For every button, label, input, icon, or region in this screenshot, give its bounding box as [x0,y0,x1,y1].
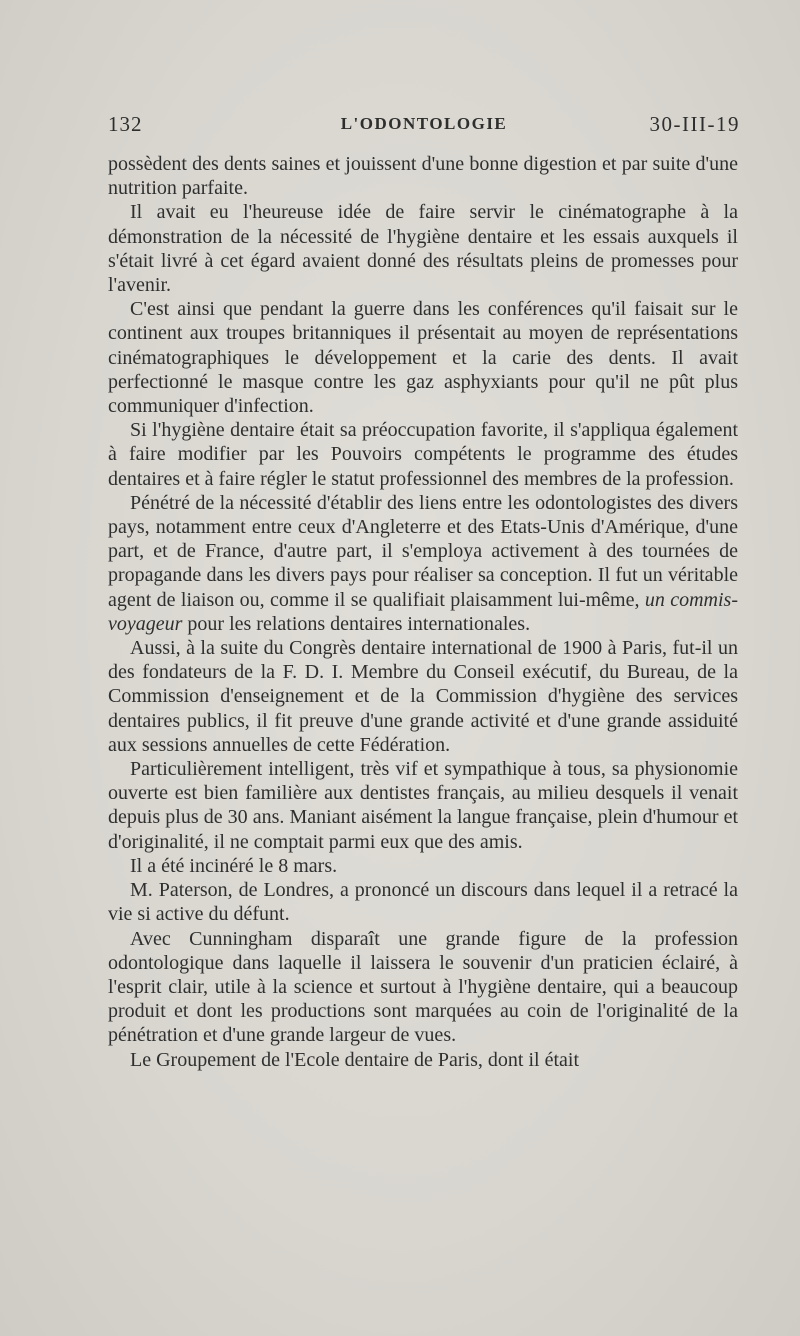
paragraph-1: possèdent des dents saines et jouissent d'une bonne digestion et par suite d'une nutrition parfaite. [108,153,738,200]
issue-date: 30-III-19 [649,112,740,136]
paragraph-5 [108,491,738,636]
paragraph-11: Le Groupement de l'Ecole dentaire de Paris, dont il était [130,1048,580,1071]
paragraph-8: Il a été incinéré le 8 mars. [130,854,338,877]
running-header [108,112,740,142]
paragraph-5-text: Pénétré de la nécessité d'établir des liens entre les odontologistes des divers pays, notamment entre ceux d'Angleterre et des Etats-Unis d'Amérique, d'une part, et de France, d'autre part, il s'employa activement à des tournées de propagande dans les divers pays pour réaliser sa conception. Il fut un véritable agent de liaison ou, comme il se qualifiait plaisamment lui-même, [108,491,738,611]
paragraph-6: Aussi, à la suite du Congrès dentaire international de 1900 à Paris, fut-il un des fondateurs de la F. D. I. Membre du Conseil exécutif, du Bureau, de la Commission d'enseignement et de la Commission d'hygiène des services dentaires publics, il fit preuve d'une grande activité et d'une grande assiduité aux sessions annuelles de cette Fédération. [108,637,738,756]
paragraph-9: M. Paterson, de Londres, a prononcé un discours dans lequel il a retracé la vie si active du défunt. [108,879,738,926]
paragraph-4: Si l'hygiène dentaire était sa préoccupation favorite, il s'appliqua également à faire modifier par les Pouvoirs compétents le programme des études dentaires et à faire régler le statut professionnel des membres de la profession. [108,419,738,490]
paragraph-7: Particulièrement intelligent, très vif et sympathique à tous, sa physionomie ouverte est bien familière aux dentistes français, au milieu desquels il venait depuis plus de 30 ans. Maniant aisément la langue française, plein d'humour et d'originalité, il ne comptait parmi eux que des amis. [108,758,738,853]
paragraph-5-text-end: pour les relations dentaires internationales. [182,612,531,635]
paragraph-3: C'est ainsi que pendant la guerre dans les conférences qu'il faisait sur le continent aux troupes britanniques il présentait au moyen de représentations cinématographiques le développement et la carie des dents. Il avait perfectionné le masque contre les gaz asphyxiants pour qu'il ne pût plus communiquer d'infection. [108,298,738,418]
page-number: 132 [108,112,143,136]
article-body [108,152,738,1072]
journal-title: L'ODONTOLOGIE [340,114,508,133]
paragraph-2: Il avait eu l'heureuse idée de faire servir le cinématographe à la démonstration de la nécessité de l'hygiène dentaire et les essais auxquels il s'était livré à cet égard avaient donné des résultats pleins de promesses pour l'avenir. [108,201,738,297]
paragraph-5-italic: un commis-voyageur [108,588,738,635]
paragraph-10: Avec Cunningham disparaît une grande figure de la profession odontologique dans laquelle il laissera le souvenir d'un praticien éclairé, à l'esprit clair, utile à la science et surtout à l'hygiène dentaire, qui a beaucoup produit et dont les productions sont marquées au coin de l'originalité de la pénétration et d'une grande largeur de vues. [108,927,738,1047]
